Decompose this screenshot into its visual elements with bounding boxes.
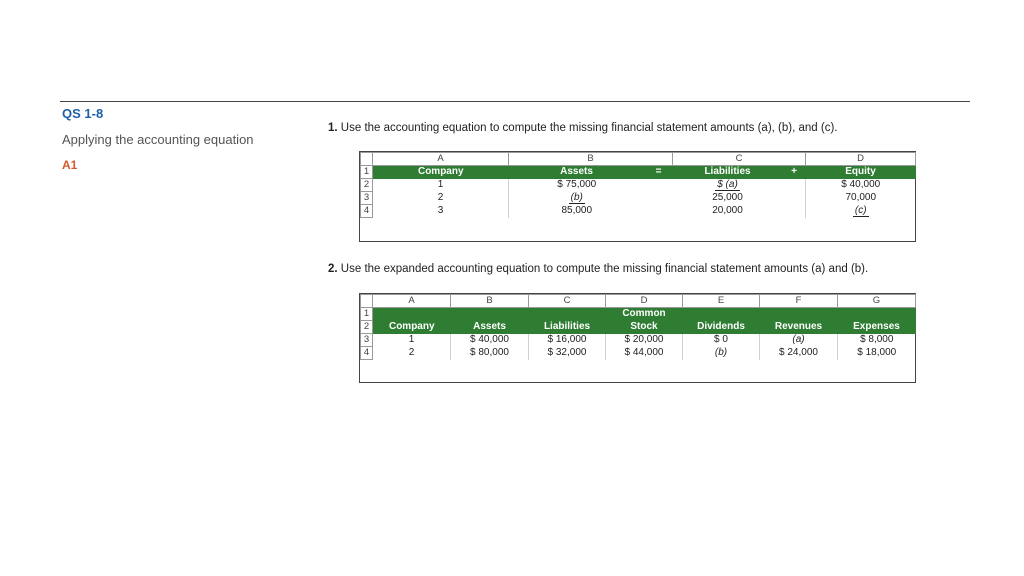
q1-cell-spacer (645, 192, 673, 205)
q2-header-stock: Stock (606, 321, 683, 334)
q1-header-company: Company (373, 166, 509, 179)
q1-header-equity: Equity (806, 166, 916, 179)
q2-row-number: 4 (361, 347, 373, 360)
q1-row-number: 4 (361, 205, 373, 218)
q1-col-letter-b: B (509, 153, 673, 166)
q1-cell-liabilities (673, 179, 783, 192)
q1-cell-equity: $ 40,000 (806, 179, 916, 192)
q2-col-letter-e: E (683, 295, 760, 308)
q1-header-assets: Assets (509, 166, 645, 179)
q1-cell-assets: 85,000 (509, 205, 645, 218)
q1-cell-equity (806, 205, 916, 218)
table-row (361, 205, 916, 218)
q2-header-blank (529, 308, 606, 321)
q1-row-number: 3 (361, 192, 373, 205)
q2-cell-revenues: $ 24,000 (760, 347, 838, 360)
q2-col-letter-c: C (529, 295, 606, 308)
q1-cell-equity: 70,000 (806, 192, 916, 205)
q2-column-letters (361, 295, 916, 308)
q2-cell-company: 1 (408, 334, 415, 345)
q2-cell-expenses: $ 18,000 (838, 347, 916, 360)
q2-col-letter-f: F (760, 295, 838, 308)
q2-cell-expenses: $ 8,000 (838, 334, 916, 347)
q1-cell-company: 3 (437, 205, 444, 216)
q2-cell-assets: $ 80,000 (451, 347, 529, 360)
q1-cell-spacer (645, 179, 673, 192)
q1-text: Use the accounting equation to compute the missing financial statement amounts (a), (b), and (c). (340, 122, 838, 134)
q2-header-common: Common (606, 308, 683, 321)
q1-col-letter-d: D (806, 153, 916, 166)
q2-col-letter-d: D (606, 295, 683, 308)
q2-header-blank (451, 308, 529, 321)
q1-header-row (361, 166, 916, 179)
q2-header-dividends: Dividends (683, 321, 760, 334)
q1-column-letters (361, 153, 916, 166)
q1-cell-assets (509, 192, 645, 205)
q2-cell-revenues: (a) (760, 334, 838, 347)
question-topic: Applying the accounting equation (62, 132, 254, 147)
q2-header-company: Company (373, 321, 451, 334)
q2-spreadsheet (360, 294, 916, 360)
q2-cell-liabilities: $ 16,000 (529, 334, 606, 347)
q2-cell-assets: $ 40,000 (451, 334, 529, 347)
table-row (361, 347, 916, 360)
q1-cell-liabilities-value: $ (a) (717, 179, 738, 190)
q2-cell-dividends: (b) (683, 347, 760, 360)
q1-number: 1. (328, 122, 338, 134)
q1-cell-company: 2 (437, 192, 444, 203)
q2-number: 2. (328, 263, 338, 275)
q2-row-number: 3 (361, 334, 373, 347)
q1-cell-liabilities: 25,000 (712, 192, 743, 203)
q1-cell-liabilities: 20,000 (712, 205, 743, 216)
q2-text: Use the expanded accounting equation to compute the missing financial statement amounts (a) and (b). (340, 263, 869, 275)
q2-header-row-top (361, 308, 916, 321)
q2-cell-dividends: $ 0 (683, 334, 760, 347)
q1-cell-spacer (783, 192, 806, 205)
question-code: QS 1-8 (62, 106, 104, 121)
q1-header-equals: = (645, 166, 673, 179)
q2-row-number: 1 (361, 308, 373, 321)
q2-corner-cell (361, 295, 373, 308)
q2-header-blank (373, 308, 451, 321)
q1-col-letter-a: A (373, 153, 509, 166)
q2-header-liabilities: Liabilities (529, 321, 606, 334)
q2-header-revenues: Revenues (760, 321, 838, 334)
q2-header-expenses: Expenses (838, 321, 916, 334)
header-rule (60, 101, 970, 102)
q1-cell-assets: $ 75,000 (509, 179, 645, 192)
learning-objective: A1 (62, 158, 78, 172)
q2-header-blank (683, 308, 760, 321)
q2-header-blank (760, 308, 838, 321)
q2-col-letter-g: G (838, 295, 916, 308)
q2-header-blank (838, 308, 916, 321)
q1-row-number: 2 (361, 179, 373, 192)
q2-cell-common-stock: $ 44,000 (606, 347, 683, 360)
q1-spreadsheet (360, 152, 916, 218)
q2-row-number: 2 (361, 321, 373, 334)
table-row (361, 334, 916, 347)
q1-cell-spacer (783, 179, 806, 192)
q2-header-assets: Assets (451, 321, 529, 334)
q1-col-letter-c: C (673, 153, 806, 166)
q2-col-letter-a: A (373, 295, 451, 308)
table-row (361, 192, 916, 205)
q1-cell-spacer (645, 205, 673, 218)
q1-header-liabilities: Liabilities (673, 166, 783, 179)
q1-corner-cell (361, 153, 373, 166)
q1-cell-company: 1 (437, 179, 444, 190)
q1-cell-equity-value: (c) (854, 205, 867, 216)
q1-row-number: 1 (361, 166, 373, 179)
q2-instruction (328, 263, 868, 275)
q1-cell-spacer (783, 205, 806, 218)
q1-header-plus: + (783, 166, 806, 179)
q2-col-letter-b: B (451, 295, 529, 308)
table-row (361, 179, 916, 192)
q1-instruction (328, 122, 837, 134)
q1-cell-assets-value: (b) (570, 192, 583, 203)
q2-cell-liabilities: $ 32,000 (529, 347, 606, 360)
q2-cell-company: 2 (408, 347, 415, 358)
q2-cell-common-stock: $ 20,000 (606, 334, 683, 347)
q2-header-row (361, 321, 916, 334)
